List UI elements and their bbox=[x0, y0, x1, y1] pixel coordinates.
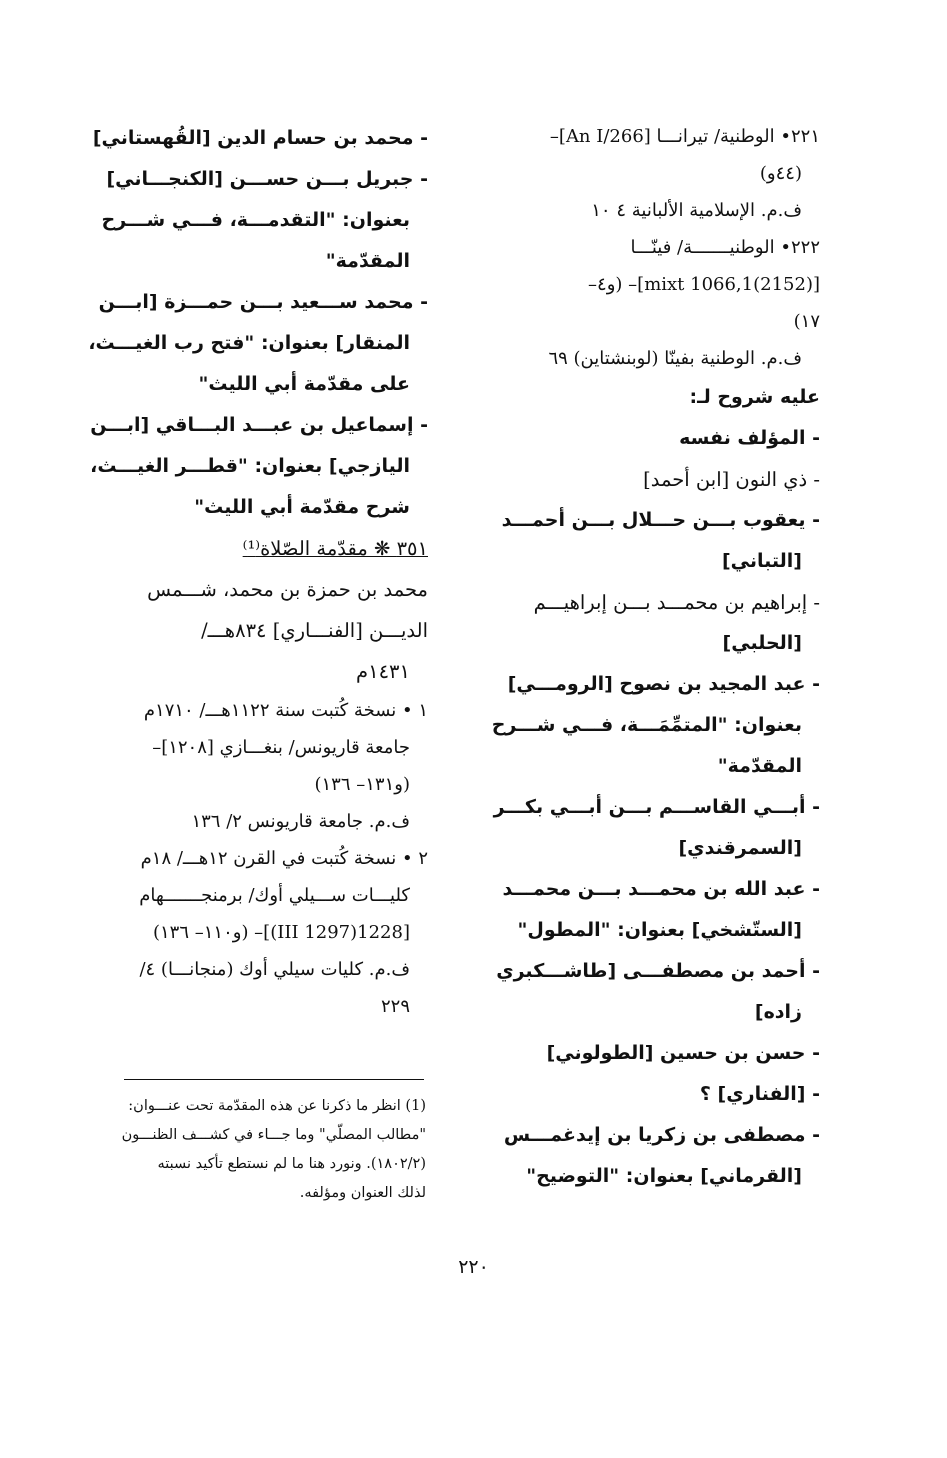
commentator-item: - محمد ســـعيد بـــن حمـــزة [ابـــن bbox=[98, 291, 428, 313]
entry-title: ٣٥١ ❋ مقدّمة الصّلاة⁽¹⁾ bbox=[242, 537, 428, 560]
commentator-item: - عبد المجيد بن نصوح [الرومـــي] bbox=[507, 673, 820, 695]
author-date: ١٤٣١م bbox=[356, 660, 410, 683]
commentator-continuation: على مقدّمة أبي الليث" bbox=[198, 373, 410, 395]
commentator-item: - أبـــي القاســـم بـــن أبـــي بكـــر bbox=[493, 796, 820, 818]
right-column bbox=[470, 118, 820, 1197]
commentator-item: - محمد بن حسام الدين [القُهستاني] bbox=[92, 127, 428, 149]
commentator-continuation: [التباني] bbox=[721, 550, 802, 572]
commentator-continuation: بعنوان: "التقدمـــة، فـــي شـــرح bbox=[101, 209, 410, 231]
left-column bbox=[88, 118, 428, 1025]
manuscript-shelfmark: [(2152)mixt 1066,1]– (و٤– bbox=[588, 274, 820, 295]
footnote-separator bbox=[124, 1079, 424, 1080]
manuscript-entry: ١ • نسخة كُتبت سنة ١١٢٢هـــ/ ١٧١٠م bbox=[143, 700, 428, 721]
commentator-continuation: المقدّمة" bbox=[717, 755, 802, 777]
commentator-item: - يعقوب بـــن حـــلال بـــن أحمـــد bbox=[501, 509, 820, 531]
footnote bbox=[118, 1092, 426, 1208]
footnote-line: "مطالب المصلّي" وما جـــاء في كشـــف الظنـــون bbox=[121, 1127, 426, 1143]
microfilm-ref: ف.م. كليات سيلي أوك (منجانـــا) ٤/ bbox=[139, 959, 410, 980]
commentator-continuation: شرح مقدّمة أبي الليث" bbox=[194, 496, 410, 518]
footnote-line: لذلك العنوان ومؤلفه. bbox=[299, 1185, 426, 1201]
commentator-continuation: زاده] bbox=[754, 1001, 802, 1023]
commentator-item: - جبريل بـــن حســـن [الكنجـــاني] bbox=[106, 168, 428, 190]
manuscript-entry: ٢ • نسخة كُتبت في القرن ١٢هـــ/ ١٨م bbox=[140, 848, 428, 869]
commentator-item: - [الفناري] ؟ bbox=[699, 1083, 820, 1105]
commentator-continuation: [الحلبي] bbox=[722, 632, 802, 654]
microfilm-ref: ف.م. الإسلامية الألبانية ٤ ١٠ bbox=[591, 200, 802, 221]
commentator-continuation: [السمرقندي] bbox=[678, 837, 802, 859]
manuscript-folios: (و١٣١– ١٣٦) bbox=[314, 774, 410, 795]
microfilm-ref: ٢٢٩ bbox=[380, 996, 410, 1017]
commentator-item: - أحمد بن مصطفـــى [طاشـــكبري bbox=[496, 960, 820, 982]
author-line: الديـــن [الفنـــاري] ٨٣٤هـــ/ bbox=[201, 619, 428, 642]
footnote-line: (١٨٠٢/٢). ونورد هنا ما لم نستطع تأكيد نسبته bbox=[157, 1156, 426, 1172]
microfilm-ref: ف.م. جامعة قاريونس ٢/ ١٣٦ bbox=[191, 811, 410, 832]
manuscript-location: كليـــات ســـيلي أوك/ برمنجـــــــهام bbox=[139, 885, 410, 906]
commentator-item: - عبد الله بن محمـــد بـــن محمـــد bbox=[502, 878, 820, 900]
manuscript-folios: ١٧) bbox=[793, 311, 820, 332]
commentator-continuation: اليازجي] بعنوان: "قطـــر الغيـــث، bbox=[90, 455, 410, 477]
manuscript-location: جامعة قاريونس/ بنغـــازي [١٢٠٨]– bbox=[152, 737, 410, 758]
page-number: ٢٢٠ bbox=[458, 1256, 489, 1278]
commentator-continuation: المنقار] بعنوان: "فتح رب الغيـــث، bbox=[88, 332, 410, 354]
commentator-item: - ذي النون [ابن أحمد] bbox=[643, 468, 820, 491]
commentator-item: - إبراهيم بن محمـــد بـــن إبراهيـــم bbox=[533, 591, 820, 614]
commentator-item: - المؤلف نفسه bbox=[679, 427, 820, 449]
microfilm-ref: ف.م. الوطنية بفينّا (لوبنشتاين) ٦٩ bbox=[548, 348, 802, 369]
commentator-continuation: بعنوان: "المتمِّمَـــة، فـــي شـــرح bbox=[491, 714, 802, 736]
commentator-continuation: [القرماني] بعنوان: "التوضيح" bbox=[526, 1165, 802, 1187]
manuscript-shelfmark: [1228(1297 III)]– (و١١٠– ١٣٦) bbox=[152, 922, 410, 943]
commentator-item: - مصطفى بن زكريا بن إيدغمـــس bbox=[503, 1124, 820, 1146]
commentator-item: - حسن بن حسين [الطولوني] bbox=[546, 1042, 820, 1064]
commentator-continuation: المقدّمة" bbox=[325, 250, 410, 272]
manuscript-entry: ٢٢٢• الوطنيـــــــة/ فينّـــا bbox=[630, 237, 820, 258]
manuscript-folios: (٤٤و) bbox=[759, 163, 802, 184]
manuscript-entry: ٢٢١• الوطنية/ تيرانـــا [An I/266]– bbox=[549, 126, 820, 147]
commentator-item: - إسماعيل بن عبـــد البـــاقي [ابـــن bbox=[90, 414, 428, 436]
footnote-line: (1) انظر ما ذكرنا عن هذه المقدّمة تحت عنـــوان: bbox=[128, 1098, 426, 1114]
commentator-continuation: [الستّشخي] بعنوان: "المطول" bbox=[517, 919, 802, 941]
commentaries-heading: عليه شروح لـ: bbox=[689, 386, 820, 408]
author-line: محمد بن حمزة بن محمد، شـــمس bbox=[147, 578, 428, 601]
